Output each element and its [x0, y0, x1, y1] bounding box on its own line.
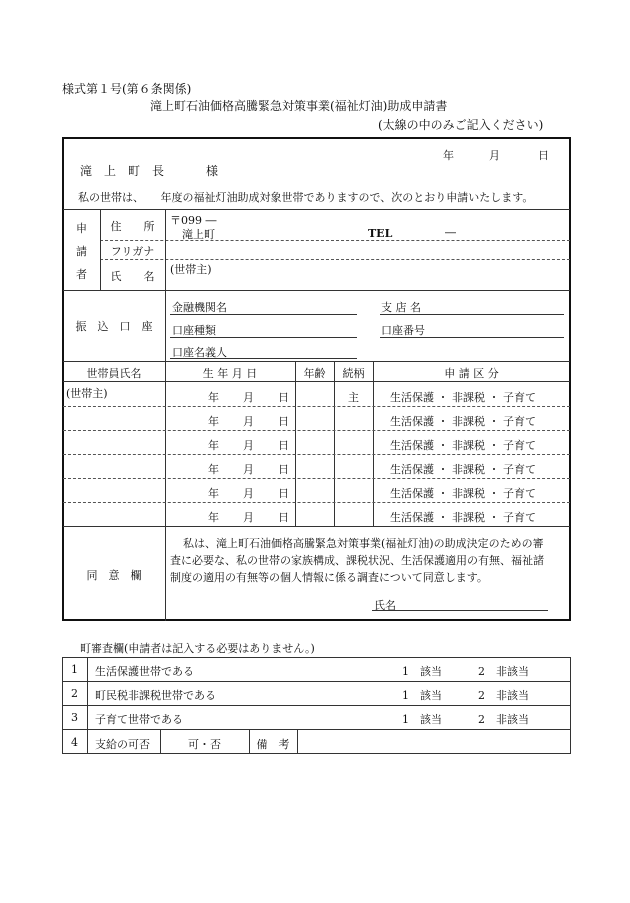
address-town[interactable]: 滝上町 [182, 228, 215, 241]
col-header-category: 申 請 区 分 [444, 367, 499, 380]
name-label: 氏 名 [110, 270, 155, 283]
account-type-underline[interactable] [170, 337, 357, 338]
date-month: 月 [489, 149, 500, 162]
divider [63, 381, 570, 382]
member-row-5-category[interactable]: 生活保護 ・ 非課税 ・ 子育て [390, 487, 536, 500]
member-row-4-category[interactable]: 生活保護 ・ 非課税 ・ 子育て [390, 463, 536, 476]
divider [297, 729, 298, 754]
divider [63, 526, 570, 527]
member-relation-head: 主 [348, 391, 359, 404]
review-row-3-number: 3 [71, 711, 78, 724]
review-row-3-item: 子育て世帯である [95, 713, 183, 726]
review-row-3-option-no[interactable]: 2 非該当 [478, 713, 529, 726]
review-row-1-number: 1 [71, 663, 78, 676]
divider [165, 526, 166, 621]
date-day: 日 [538, 149, 549, 162]
review-row-4-value[interactable]: 可・否 [188, 738, 221, 751]
divider [165, 209, 166, 290]
divider [62, 705, 571, 706]
dashed-divider [63, 430, 570, 431]
member-row-3-category[interactable]: 生活保護 ・ 非課税 ・ 子育て [390, 439, 536, 452]
col-header-birthdate: 生 年 月 日 [202, 367, 258, 380]
col-header-member-name: 世帯員氏名 [86, 367, 142, 380]
member-row-1-category[interactable]: 生活保護 ・ 非課税 ・ 子育て [390, 391, 536, 404]
member-row-6-category[interactable]: 生活保護 ・ 非課税 ・ 子育て [390, 511, 536, 524]
applicant-side-label-3: 者 [76, 268, 87, 281]
member-row-2-category[interactable]: 生活保護 ・ 非課税 ・ 子育て [390, 415, 536, 428]
divider [62, 681, 571, 682]
member-row-3-year[interactable]: 年 [208, 439, 219, 452]
addressee-sama: 様 [206, 164, 219, 178]
review-row-2-number: 2 [71, 687, 78, 700]
review-row-2-option-yes[interactable]: 1 該当 [402, 689, 442, 702]
review-row-1-option-yes[interactable]: 1 該当 [402, 665, 442, 678]
tel-dash[interactable]: ― [445, 226, 456, 239]
review-row-4-remarks-label: 備 考 [256, 738, 290, 751]
addressee-mayor: 滝 上 町 長 [80, 164, 165, 178]
form-number: 様式第１号(第６条関係) [62, 82, 192, 96]
form-title: 滝上町石油価格高騰緊急対策事業(福祉灯油)助成申請書 [150, 99, 448, 113]
member-row-2-day[interactable]: 日 [278, 415, 289, 428]
member-row-5-day[interactable]: 日 [278, 487, 289, 500]
account-type-label: 口座種類 [172, 324, 216, 337]
postal-code[interactable]: 〒099 ― [170, 214, 217, 227]
account-holder-label: 口座名義人 [172, 346, 227, 359]
divider [63, 290, 570, 291]
date-year: 年 [443, 149, 454, 162]
dashed-divider [100, 259, 570, 260]
consent-text-line1: 私は、滝上町石油価格高騰緊急対策事業(福祉灯油)の助成決定のための審 [183, 537, 544, 550]
bank-label: 振 込 口 座 [75, 320, 153, 333]
furigana-label: フリガナ [110, 245, 155, 258]
consent-sign-underline[interactable] [372, 610, 548, 611]
review-row-4-number: 4 [71, 736, 78, 749]
account-holder-underline[interactable] [170, 358, 357, 359]
dashed-divider [100, 240, 570, 241]
consent-text-line2: 査に必要な、私の世帯の家族構成、課税状況、生活保護適用の有無、福祉諸 [170, 554, 544, 567]
col-header-age: 年齢 [303, 367, 326, 380]
member-row-4-year[interactable]: 年 [208, 463, 219, 476]
branch-underline[interactable] [380, 314, 564, 315]
review-row-1-option-no[interactable]: 2 非該当 [478, 665, 529, 678]
consent-text-line3: 制度の適用の有無等の個人情報に係る調査について同意します。 [170, 571, 488, 584]
member-row-2-month[interactable]: 月 [243, 415, 254, 428]
applicant-side-label-1: 申 [76, 222, 87, 235]
review-row-1-item: 生活保護世帯である [95, 665, 194, 678]
member-row-1-year[interactable]: 年 [208, 391, 219, 404]
address-label: 住 所 [110, 220, 155, 233]
divider [87, 657, 88, 754]
member-row-1-month[interactable]: 月 [243, 391, 254, 404]
branch-label: 支 店 名 [381, 301, 421, 314]
dashed-divider [63, 478, 570, 479]
name-field[interactable]: (世帯主) [170, 263, 212, 276]
instruction-note: (太線の中のみご記入ください) [378, 118, 544, 132]
member-head-of-household: (世帯主) [66, 387, 108, 400]
review-row-2-option-no[interactable]: 2 非該当 [478, 689, 529, 702]
member-row-2-year[interactable]: 年 [208, 415, 219, 428]
member-row-4-day[interactable]: 日 [278, 463, 289, 476]
member-row-5-year[interactable]: 年 [208, 487, 219, 500]
account-number-label: 口座番号 [381, 324, 425, 337]
member-row-1-day[interactable]: 日 [278, 391, 289, 404]
account-number-underline[interactable] [380, 337, 564, 338]
member-row-3-day[interactable]: 日 [278, 439, 289, 452]
review-row-3-option-yes[interactable]: 1 該当 [402, 713, 442, 726]
member-row-6-day[interactable]: 日 [278, 511, 289, 524]
member-row-6-year[interactable]: 年 [208, 511, 219, 524]
divider [165, 290, 166, 361]
consent-label: 同 意 欄 [86, 569, 142, 582]
consent-sign-label: 氏名 [374, 599, 396, 612]
review-row-4-item: 支給の可否 [95, 738, 150, 751]
member-row-3-month[interactable]: 月 [243, 439, 254, 452]
divider [63, 209, 570, 210]
bank-institution-label: 金融機関名 [172, 301, 227, 314]
applicant-side-label-2: 請 [76, 245, 87, 258]
review-title: 町審査欄(申請者は記入する必要はありません。) [80, 642, 315, 655]
review-row-2-item: 町民税非課税世帯である [95, 689, 216, 702]
member-row-6-month[interactable]: 月 [243, 511, 254, 524]
dashed-divider [63, 406, 570, 407]
member-row-5-month[interactable]: 月 [243, 487, 254, 500]
col-header-relation: 続柄 [342, 367, 365, 380]
dashed-divider [63, 454, 570, 455]
application-statement: 私の世帯は、 年度の福祉灯油助成対象世帯でありますので、次のとおり申請いたします。 [78, 191, 534, 204]
tel-label: TEL [368, 227, 393, 240]
dashed-divider [63, 502, 570, 503]
divider [62, 729, 571, 730]
institution-underline[interactable] [170, 314, 357, 315]
member-row-4-month[interactable]: 月 [243, 463, 254, 476]
divider [63, 361, 570, 362]
